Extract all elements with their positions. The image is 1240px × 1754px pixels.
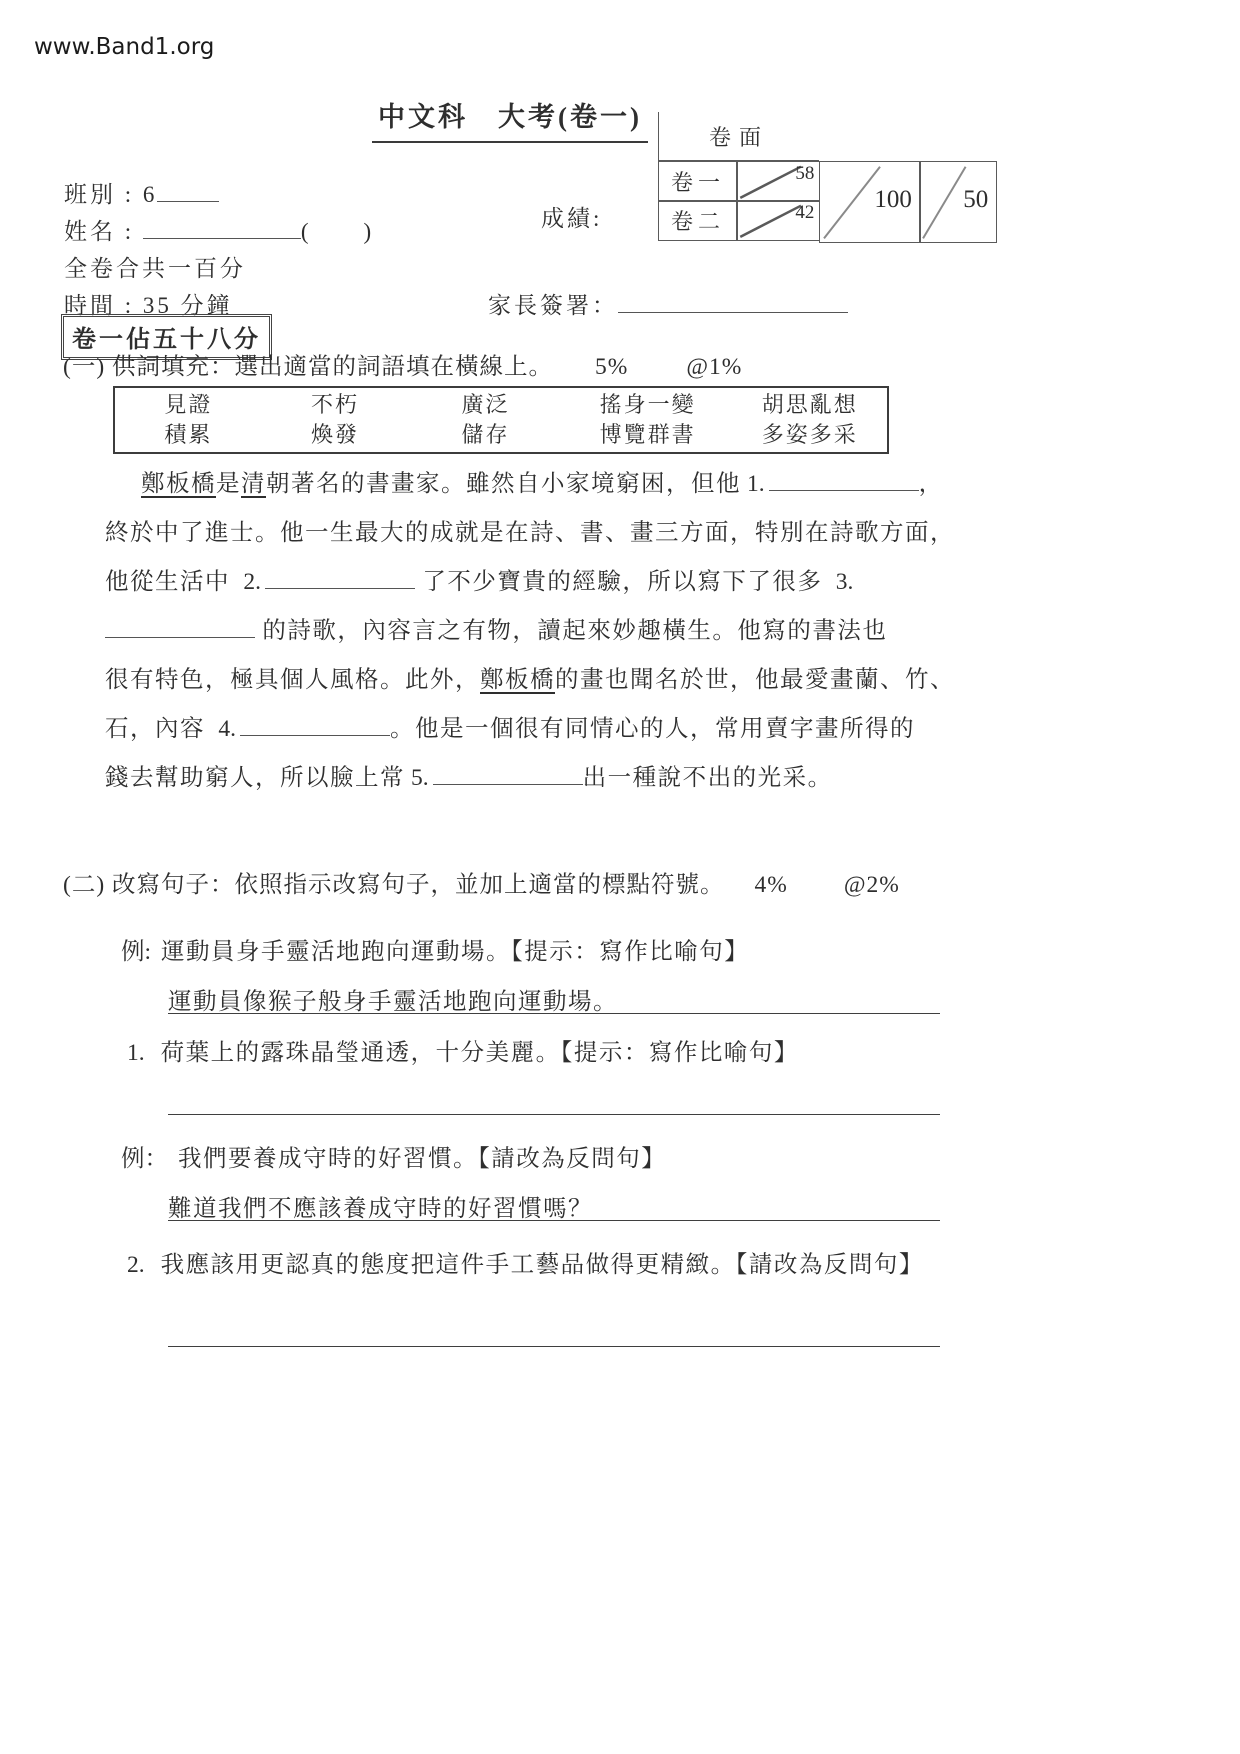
name-field <box>64 213 374 246</box>
passage-line <box>105 509 1183 558</box>
part2-items <box>63 936 1183 1347</box>
fill-blank-line <box>240 733 390 736</box>
part2-per-mark: @2% <box>843 872 900 898</box>
passage-line <box>105 460 1183 509</box>
word-bank-item: 多姿多采 <box>761 422 858 447</box>
word-bank-item: 煥發 <box>311 422 360 447</box>
passage-text: 出一種說不出的光采。 <box>582 765 833 791</box>
example-item <box>63 936 1183 1014</box>
question-number: 2. <box>127 1252 145 1278</box>
class-field <box>64 176 219 209</box>
example-answer-line <box>168 1189 940 1221</box>
underlined-proper-noun: 鄭板橋 <box>480 667 555 693</box>
fill-blank-line <box>105 635 255 638</box>
page-title: 中文科 大考(卷一) <box>372 95 648 143</box>
blank-number: 4. <box>218 716 236 742</box>
blank-number: 2. <box>243 569 261 595</box>
score-cell-total <box>819 161 921 243</box>
passage-text: 終於中了進士。他一生最大的成就是在詩、書、畫三方面，特別在詩歌方面， <box>105 520 955 546</box>
example-answer-text: 運動員像猴子般身手靈活地跑向運動場。 <box>168 989 618 1015</box>
sentence-line <box>63 1249 1183 1281</box>
passage-text: 是 <box>216 471 241 497</box>
example-answer-line <box>168 982 940 1014</box>
sentence-line <box>63 1143 1183 1175</box>
passage-text: 朝著名的書畫家。雖然自小家境窮困，但他 <box>266 471 741 497</box>
example-answer-text: 難道我們不應該養成守時的好習慣嗎？ <box>168 1196 593 1222</box>
score-row-paper2 <box>658 200 820 241</box>
answer-blank-line <box>168 1083 940 1115</box>
blank-number: 5. <box>411 765 429 791</box>
sentence-text: 我們要養成守時的好習慣。【請改為反問句】 <box>178 1146 667 1172</box>
passage-line <box>105 558 1183 607</box>
blank-number: 3. <box>835 569 854 595</box>
word-bank-row <box>115 420 887 450</box>
part1-marks: 5% <box>595 354 629 380</box>
example-label: 例: <box>121 939 152 965</box>
word-bank <box>113 386 889 454</box>
underlined-proper-noun: 鄭板橋 <box>141 471 216 497</box>
total-max-value: 100 <box>874 186 912 213</box>
passage-text: ， <box>918 471 944 497</box>
question-item <box>63 1037 1183 1115</box>
time-field-value: 35 分鐘 <box>142 293 233 318</box>
example-label: 例： <box>121 1146 168 1172</box>
passage-line <box>105 754 1183 803</box>
name-field-label: 姓名 : <box>64 219 135 244</box>
fill-blank-line <box>265 586 415 589</box>
parent-signature-field <box>488 287 848 320</box>
watermark-text: www.Band1.org <box>34 34 215 60</box>
word-bank-item: 不朽 <box>311 392 360 417</box>
passage-text: 的詩歌，內容言之有物，讀起來妙趣橫生。他寫的書法也 <box>255 618 888 644</box>
name-field-suffix: ( ) <box>300 219 375 244</box>
signature-blank-line <box>618 310 848 313</box>
passage-text: 很有特色，極具個人風格。此外， <box>105 667 480 693</box>
passage-text: 他從生活中 <box>105 569 238 595</box>
word-bank-item: 廣泛 <box>461 392 510 417</box>
part1-heading <box>63 352 1183 382</box>
max-score-value: 58 <box>795 163 815 184</box>
parent-signature-label: 家長簽署： <box>488 293 618 318</box>
sentence-text: 荷葉上的露珠晶瑩通透，十分美麗。【提示：寫作比喻句】 <box>160 1040 799 1066</box>
answer-blank-line <box>168 1315 940 1347</box>
word-bank-item: 儲存 <box>461 422 510 447</box>
part2-marks: 4% <box>754 872 788 898</box>
time-field-label: 時間 : <box>64 293 135 318</box>
score-cell-weighted <box>919 161 997 243</box>
part2-heading <box>63 870 1183 900</box>
paper-content <box>63 352 1183 1347</box>
score-table-corner-label: 卷面 <box>658 112 819 161</box>
sentence-line <box>63 936 1183 968</box>
fill-blank-line <box>769 488 919 491</box>
score-table <box>658 112 997 243</box>
name-blank-line <box>143 236 301 239</box>
score-cell-paper1 <box>736 161 820 202</box>
question-number: 1. <box>127 1040 145 1066</box>
fill-in-passage <box>105 460 1183 803</box>
part2-heading-text: (二) 改寫句子：依照指示改寫句子，並加上適當的標點符號。 <box>63 872 725 898</box>
word-bank-item: 博覽群書 <box>599 422 696 447</box>
sentence-line <box>63 1037 1183 1069</box>
score-field-label: 成績: <box>541 206 603 231</box>
score-row-label: 卷一 <box>658 161 738 202</box>
question-item <box>63 1249 1183 1347</box>
word-bank-row <box>115 390 887 420</box>
blank-number: 1. <box>747 471 765 497</box>
class-field-label: 班別 : <box>64 182 135 207</box>
underlined-proper-noun: 清 <box>241 471 266 497</box>
word-bank-item: 搖身一變 <box>599 392 696 417</box>
word-bank-item: 見證 <box>164 392 213 417</box>
example-item <box>63 1143 1183 1221</box>
sentence-text: 運動員身手靈活地跑向運動場。【提示：寫作比喻句】 <box>161 939 750 965</box>
word-bank-item: 胡思亂想 <box>761 392 858 417</box>
passage-line <box>105 656 1183 705</box>
class-blank-line <box>157 199 219 202</box>
passage-text: 了不少寶貴的經驗，所以寫下了很多 <box>415 569 830 595</box>
class-field-value: 6 <box>142 182 158 207</box>
passage-text: 。他是一個很有同情心的人，常用賣字畫所得的 <box>390 716 915 742</box>
sentence-text: 我應該用更認真的態度把這件手工藝品做得更精緻。【請改為反問句】 <box>160 1252 924 1278</box>
score-row-label: 卷二 <box>658 200 738 241</box>
part1-heading-text: (一) 供詞填充：選出適當的詞語填在橫線上。 <box>63 354 554 380</box>
score-row-paper1 <box>658 161 820 202</box>
total-marks-note: 全卷合共一百分 <box>64 256 246 281</box>
passage-line <box>105 705 1183 754</box>
part1-per-mark: @1% <box>686 354 743 380</box>
word-bank-item: 積累 <box>164 422 213 447</box>
fill-blank-line <box>433 782 583 785</box>
score-cell-paper2 <box>736 200 820 241</box>
passage-text: 錢去幫助窮人，所以臉上常 <box>105 765 405 791</box>
section-badge: 卷一佔五十八分 <box>63 316 270 358</box>
passage-text: 的畫也聞名於世，他最愛畫蘭、竹、 <box>555 667 955 693</box>
weighted-max-value: 50 <box>963 186 989 213</box>
passage-text: 石，內容 <box>105 716 213 742</box>
passage-line <box>105 607 1183 656</box>
max-score-value: 42 <box>795 202 815 224</box>
